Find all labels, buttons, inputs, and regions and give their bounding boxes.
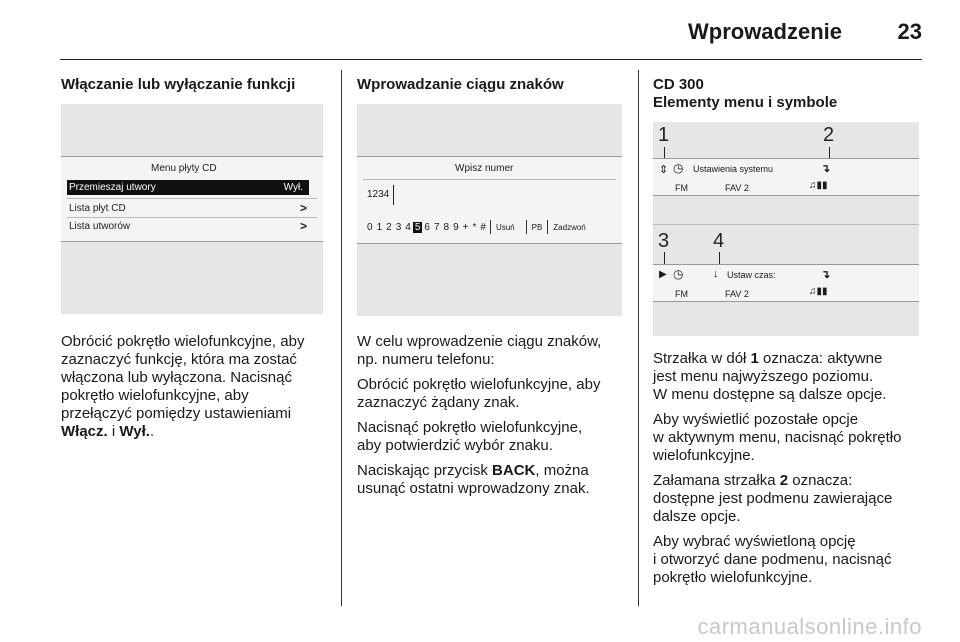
music-signal-icon: ♫▮▮	[809, 286, 828, 297]
text-line: pokrętło wielofunkcyjne.	[653, 569, 813, 586]
paragraph	[61, 333, 333, 441]
text-line: Obrócić pokrętło wielofunkcyjne, aby	[357, 376, 601, 393]
text-line: pokrętło wielofunkcyjne, aby	[61, 387, 249, 404]
text-fragment: Strzałka w dół	[653, 350, 751, 367]
char: 3	[395, 221, 402, 233]
selected-char: 5	[414, 221, 421, 233]
figure-number-entry	[357, 104, 622, 316]
text-line: i otworzyć dane podmenu, nacisnąć	[653, 551, 892, 568]
text-line: Aby wyświetlić pozostałe opcje	[653, 411, 859, 428]
music-signal-icon: ♫▮▮	[809, 180, 828, 191]
text-line: Nacisnąć pokrętło wielofunkcyjne,	[357, 419, 583, 436]
paragraph	[653, 350, 933, 404]
text-cursor	[393, 185, 394, 205]
header-rule	[60, 59, 922, 60]
text-fragment: Załamana strzałka	[653, 472, 780, 489]
screen-title: Wpisz numer	[455, 163, 514, 174]
text-line: aby potwierdzić wybór znaku.	[357, 437, 553, 454]
paragraph	[653, 533, 933, 587]
text-line: jest menu najwyższego poziomu.	[653, 368, 874, 385]
screen-title: Ustawienia systemu	[693, 164, 774, 174]
char: 7	[433, 221, 440, 233]
section-heading: CD 300	[653, 76, 704, 93]
text-fragment: Naciskając przycisk	[357, 462, 493, 479]
column-1	[61, 76, 333, 94]
callout-4: 4	[713, 230, 725, 252]
arrow-down-icon: ⇕	[659, 164, 669, 176]
chevron-right-icon: >	[299, 219, 307, 233]
submenu-arrow-icon: ↴	[821, 163, 831, 175]
column-1-body	[61, 333, 333, 448]
menu-row-track-list	[67, 219, 309, 234]
arrow-right-icon: ▶	[659, 269, 667, 280]
paragraph	[653, 411, 933, 465]
text-fragment: .	[149, 423, 155, 440]
entry-value: 1234	[367, 189, 390, 200]
column-2	[357, 76, 629, 94]
text-line: zaznaczyć żądany znak.	[357, 394, 520, 411]
column-divider-2	[638, 70, 639, 606]
watermark: carmanualsonline.info	[697, 614, 922, 639]
paragraph	[357, 376, 632, 412]
figure-menu-symbols	[653, 122, 919, 336]
text-line: Obrócić pokrętło wielofunkcyjne, aby	[61, 333, 305, 350]
text-line: wielofunkcyjne.	[653, 447, 755, 464]
page-header	[0, 0, 960, 60]
text-line: np. numeru telefonu:	[357, 351, 495, 368]
bold-term-back: BACK	[492, 462, 536, 479]
char: 0	[367, 221, 373, 233]
chevron-right-icon: >	[299, 201, 307, 215]
screen-system-settings	[653, 158, 919, 196]
separator	[490, 220, 491, 234]
number-entry-screen	[357, 156, 622, 244]
screen-set-time	[653, 264, 919, 302]
paragraph	[357, 333, 632, 369]
char: 2	[386, 221, 392, 233]
callout-1: 1	[658, 124, 670, 146]
separator	[526, 220, 527, 234]
bold-term-on: Włącz.	[61, 423, 108, 440]
callout-3: 3	[658, 230, 670, 252]
text-line: W celu wprowadzenie ciągu znaków,	[357, 333, 602, 350]
separator	[547, 220, 548, 234]
screen-title: Menu płyty CD	[151, 163, 217, 174]
figure-divider	[653, 224, 919, 225]
char: 9	[453, 221, 459, 233]
column-3	[653, 76, 925, 112]
menu-row-cd-list	[67, 201, 309, 216]
menu-row-label: Lista płyt CD	[69, 203, 126, 214]
phonebook-key: PB	[531, 222, 543, 232]
text-line: Aby wybrać wyświetloną opcję	[653, 533, 856, 550]
page-number: 23	[897, 19, 922, 44]
screen-title: Ustaw czas:	[727, 270, 776, 280]
text-line: W menu dostępne są dalsze opcje.	[653, 386, 887, 403]
submenu-arrow-icon: ↴	[821, 269, 831, 281]
menu-row-label: Lista utworów	[69, 221, 131, 232]
text-fragment: oznacza: aktywne	[758, 350, 883, 367]
favorite-label: FAV 2	[725, 183, 749, 193]
column-divider-1	[341, 70, 342, 606]
text-line: dostępne jest podmenu zawierające	[653, 490, 893, 507]
text-fragment: oznacza:	[788, 472, 853, 489]
row-divider	[67, 198, 317, 199]
section-heading: Wprowadzanie ciągu znaków	[357, 76, 564, 93]
bold-term-off: Wył.	[119, 423, 150, 440]
clock-icon: ◷	[673, 161, 684, 175]
text-line: usunąć ostatni wprowadzony znak.	[357, 480, 590, 497]
row-divider	[363, 179, 616, 180]
bold-number: 1	[750, 350, 759, 367]
char-strip	[365, 219, 589, 235]
char: 8	[443, 221, 450, 233]
char: 4	[405, 221, 411, 233]
figure-cd-menu	[61, 104, 323, 314]
char: #	[480, 221, 486, 233]
text-fragment: , można	[535, 462, 589, 479]
column-3-body	[653, 350, 933, 594]
cd-menu-screen	[61, 156, 323, 242]
menu-row-shuffle	[67, 180, 309, 195]
section-heading: Włączanie lub wyłączanie funkcji	[61, 76, 296, 93]
text-fragment: i	[107, 423, 120, 440]
menu-row-label: Przemieszaj utwory	[69, 182, 156, 193]
favorite-label: FAV 2	[725, 289, 749, 299]
section-subheading: Elementy menu i symbole	[653, 94, 838, 111]
paragraph	[357, 462, 632, 498]
text-line: w aktywnym menu, nacisnąć pokrętło	[653, 429, 902, 446]
menu-row-value: Wył.	[283, 182, 303, 193]
clock-icon: ◷	[673, 267, 684, 281]
call-key: Zadzwoń	[553, 222, 586, 232]
text-line: włączona lub wyłączona. Nacisnąć	[61, 369, 292, 386]
paragraph	[653, 472, 933, 526]
paragraph	[357, 419, 632, 455]
callout-2: 2	[823, 124, 835, 146]
char: 1	[376, 221, 383, 233]
band-label: FM	[675, 289, 688, 299]
band-label: FM	[675, 183, 688, 193]
page-title: Wprowadzenie	[687, 19, 842, 44]
arrow-down-icon: ↓	[713, 268, 719, 280]
column-2-body	[357, 333, 632, 505]
char: *	[472, 221, 477, 233]
text-line: dalsze opcje.	[653, 508, 741, 525]
bold-number: 2	[779, 472, 789, 489]
text-line: przełączyć pomiędzy ustawieniami	[61, 405, 292, 422]
delete-key: Usuń	[495, 222, 515, 232]
char: 6	[424, 221, 430, 233]
text-line: zaznaczyć funkcję, która ma zostać	[61, 351, 297, 368]
char: +	[462, 221, 469, 233]
row-divider	[67, 217, 317, 218]
